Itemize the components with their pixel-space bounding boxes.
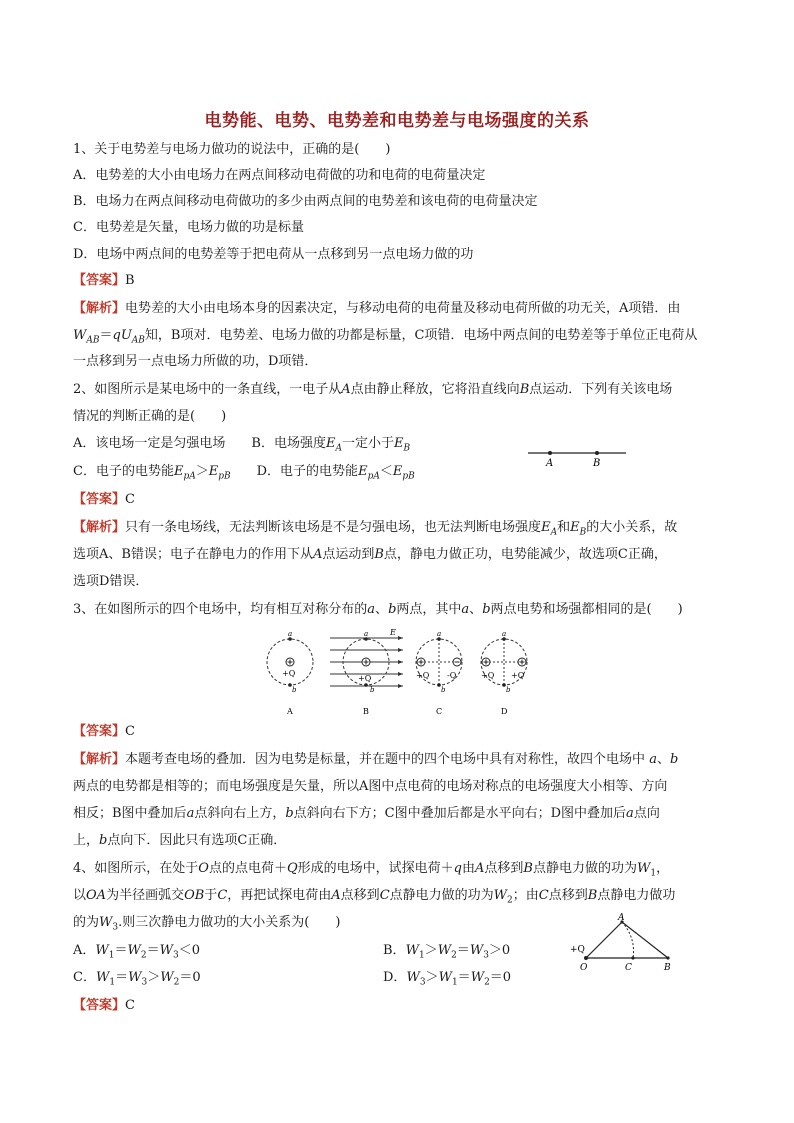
- panel-d: [481, 630, 527, 716]
- q1-answer: 【答案】B: [73, 273, 135, 288]
- svg-text:E: E: [390, 628, 396, 637]
- caption-c: C: [436, 707, 443, 716]
- q4-stem-line1: 4、如图所示，在处于O点的点电荷＋Q形成的电场中，试探电荷＋q由A点移到B点静电力做的功为$W_1$，: [73, 861, 670, 879]
- q2-stem-line1: 2、如图所示是某电场中的一条直线，一电子从A点由静止释放，它将沿直线向B点运动．下列有关该电场: [73, 382, 673, 397]
- caption-d: D: [501, 707, 508, 716]
- svg-text:a: a: [437, 630, 442, 638]
- q3-explanation-line2: 两点的电势都是相等的；而电场强度是矢量，所以A图中点电荷的电场对称点的电场强度大小相等、方向: [73, 779, 668, 794]
- svg-text:a: a: [288, 630, 293, 638]
- q2-explanation-line2: 选项A、B错误；电子在静电力的作用下从A点运动到B点，静电力做正功，电势能减少，故选项C正确，: [73, 547, 667, 562]
- label-a: A: [546, 458, 554, 469]
- q1-option-c: C．电势差是矢量，电场力做的功是标量: [73, 220, 304, 235]
- q2-explanation-line3: 选项D错误．: [73, 574, 149, 589]
- q4-option-a: A．$W_1=W_2=W_3<0$: [73, 943, 201, 961]
- q2-options-cd: C．电子的电势能$E_{pA}>E_{pB}$ D．电子的电势能$E_{pA}<E_{pB}$: [73, 464, 415, 482]
- q4-option-d: D．$W_3>W_1=W_2=0$: [383, 970, 512, 988]
- svg-text:b: b: [506, 686, 511, 694]
- arc-ac: [622, 922, 634, 958]
- q3-explanation-line3: 相反；B图中叠加后a点斜向右上方，b点斜向右下方；C图中叠加后都是水平向右；D图中叠加后a点向: [73, 806, 660, 821]
- q4-option-b: B．$W_1>W_2=W_3>0$: [383, 943, 511, 961]
- panel-b: [330, 628, 403, 716]
- caption-b: B: [363, 707, 369, 716]
- caption-a: A: [287, 707, 293, 716]
- svg-text:+Q: +Q: [358, 674, 372, 683]
- q2-options-ab: A．该电场一定是匀强电场 B．电场强度$E_A$一定小于$E_B$: [73, 436, 411, 454]
- q1-option-d: D．电场中两点间的电势差等于把电荷从一点移到另一点电场力做的功: [73, 247, 474, 262]
- svg-text:-Q: -Q: [447, 671, 457, 680]
- line-oa: [586, 922, 622, 958]
- svg-text:b: b: [292, 686, 297, 694]
- q1-option-b: B．电场力在两点间移动电荷做功的多少由两点间的电势差和该电荷的电荷量决定: [73, 194, 538, 209]
- svg-text:a: a: [364, 630, 369, 638]
- q2-field-line-figure: [522, 443, 632, 471]
- svg-text:+Q: +Q: [416, 671, 430, 680]
- point-a: [548, 451, 552, 455]
- label-a: A: [618, 913, 625, 923]
- point-b: [595, 451, 599, 455]
- label-b: B: [664, 963, 671, 973]
- svg-text:+Q: +Q: [511, 671, 525, 680]
- label-b: B: [593, 458, 601, 469]
- q3-answer: 【答案】C: [73, 724, 135, 739]
- svg-text:+Q: +Q: [282, 669, 296, 678]
- q3-four-fields-figure: [258, 626, 530, 722]
- label-q: +Q: [570, 945, 585, 955]
- q3-explanation-line1: 【解析】本题考查电场的叠加．因为电势是标量，并在题中的四个电场中具有对称性，故四个电场中 a、b: [73, 752, 679, 767]
- svg-text:a: a: [502, 630, 507, 638]
- q4-stem-line3: 的为$W_3$.则三次静电力做功的大小关系为( ): [73, 915, 341, 933]
- panel-a: [267, 630, 313, 716]
- q2-stem-line2: 情况的判断正确的是( ): [73, 409, 227, 424]
- svg-text:b: b: [441, 686, 446, 694]
- q1-option-a: A．电势差的大小由电场力在两点间移动电荷做的功和电荷的电荷量决定: [73, 168, 486, 183]
- q4-option-c: C．$W_1=W_3>W_2=0$: [73, 970, 201, 988]
- q4-answer: 【答案】C: [73, 998, 135, 1013]
- q4-stem-line2: 以OA为半径画弧交OB于C，再把试探电荷由A点移到C点静电力做的功为$W_2$；由C点移到B点静电力做功: [73, 888, 676, 906]
- q3-stem: 3、在如图所示的四个电场中，均有相互对称分布的a、b两点，其中a、b两点电势和场强都相同的是( ): [73, 602, 683, 617]
- page-title: 电势能、电势、电势差和电势差与电场强度的关系: [204, 111, 590, 131]
- q1-stem: 1、关于电势差与电场力做功的说法中，正确的是( ): [73, 142, 391, 157]
- panel-c: [416, 630, 462, 716]
- svg-text:+Q: +Q: [481, 671, 495, 680]
- svg-text:b: b: [370, 686, 375, 694]
- q2-answer: 【答案】C: [73, 492, 135, 507]
- q1-explanation-line2: $W_{AB}=qU_{AB}$知，B项对．电势差、电场力做的功都是标量，C项错．电场中两点间的电势差等于单位正电荷从: [73, 328, 698, 346]
- q3-explanation-line4: 上，b点向下．因此只有选项C正确．: [73, 833, 287, 848]
- q2-explanation-line1: 【解析】只有一条电场线，无法判断该电场是不是匀强电场，也无法判断电场强度$E_A$和$E_B$的大小关系，故: [73, 520, 678, 538]
- line-ab: [622, 922, 668, 958]
- q4-triangle-figure: [568, 912, 688, 974]
- q1-explanation-line3: 一点移到另一点电场力所做的功，D项错．: [73, 354, 318, 369]
- label-o: O: [580, 963, 588, 973]
- q1-explanation-line1: 【解析】电势差的大小由电场本身的因素决定，与移动电荷的电荷量及移动电荷所做的功无关，A项错．由: [73, 301, 681, 316]
- label-c: C: [625, 963, 632, 973]
